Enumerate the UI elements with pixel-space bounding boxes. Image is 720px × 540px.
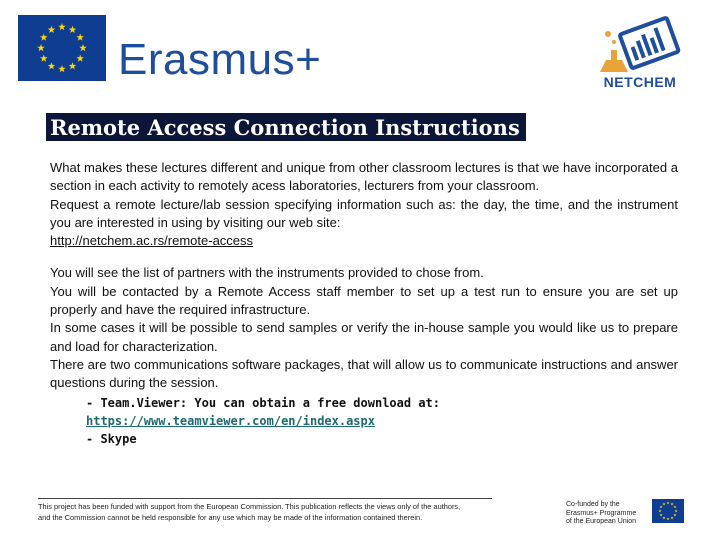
cofund-label xyxy=(566,501,652,527)
paragraph-software: There are two communications software packages, that will allow us to communicate instructions and answer questions during the session. xyxy=(50,356,678,391)
paragraph-intro: What makes these lectures different and unique from other classroom lectures is that we have incorporated a section in each activity to remotely acess laboratories, lecturers from your classroom. xyxy=(50,160,678,194)
paragraph-samples: In some cases it will be possible to send samples or verify the in-house sample you would like us to prepare and load for characterization. xyxy=(50,320,678,354)
footer-disclaimer xyxy=(38,502,508,523)
eu-flag-small-icon xyxy=(652,499,684,523)
footer-divider xyxy=(38,498,492,499)
cofund-line-3: of the European Union xyxy=(566,518,637,525)
software-list xyxy=(50,394,678,448)
erasmus-plus-logo: Erasmus+ xyxy=(118,35,322,84)
slide-title: Remote Access Connection Instructions xyxy=(46,113,526,141)
cofund-line-2: Erasmus+ Programme xyxy=(566,509,637,517)
eu-flag-icon xyxy=(18,15,106,81)
remote-access-link[interactable]: http://netchem.ac.rs/remote-access xyxy=(50,233,254,249)
skype-item: - Skype xyxy=(86,431,137,446)
disclaimer-line-2: and the Commission cannot be held responsible for any use which may be made of the information contained therein. xyxy=(38,512,423,522)
teamviewer-item: - Team.Viewer: You can obtain a free download at: xyxy=(86,395,441,410)
cofund-line-1: Co-funded by the xyxy=(566,501,620,508)
slide-body xyxy=(50,159,678,448)
netchem-logo-text: NETCHEM xyxy=(603,74,677,90)
paragraph-contact: You will be contacted by a Remote Access staff member to set up a test run to ensure you are set up properly and have the required infrastructure. xyxy=(50,283,678,318)
paragraph-partners: You will see the list of partners with the instruments provided to chose from. xyxy=(50,265,484,281)
paragraph-request: Request a remote lecture/lab session specifying information such as: the day, the time, and the instrument you are interested in using by visiting our web site: xyxy=(50,196,678,230)
disclaimer-line-1: This project has been funded with support from the European Commission. This publication reflects the views only of the authors, xyxy=(38,502,461,511)
teamviewer-link[interactable]: https://www.teamviewer.com/en/index.aspx xyxy=(86,413,375,428)
